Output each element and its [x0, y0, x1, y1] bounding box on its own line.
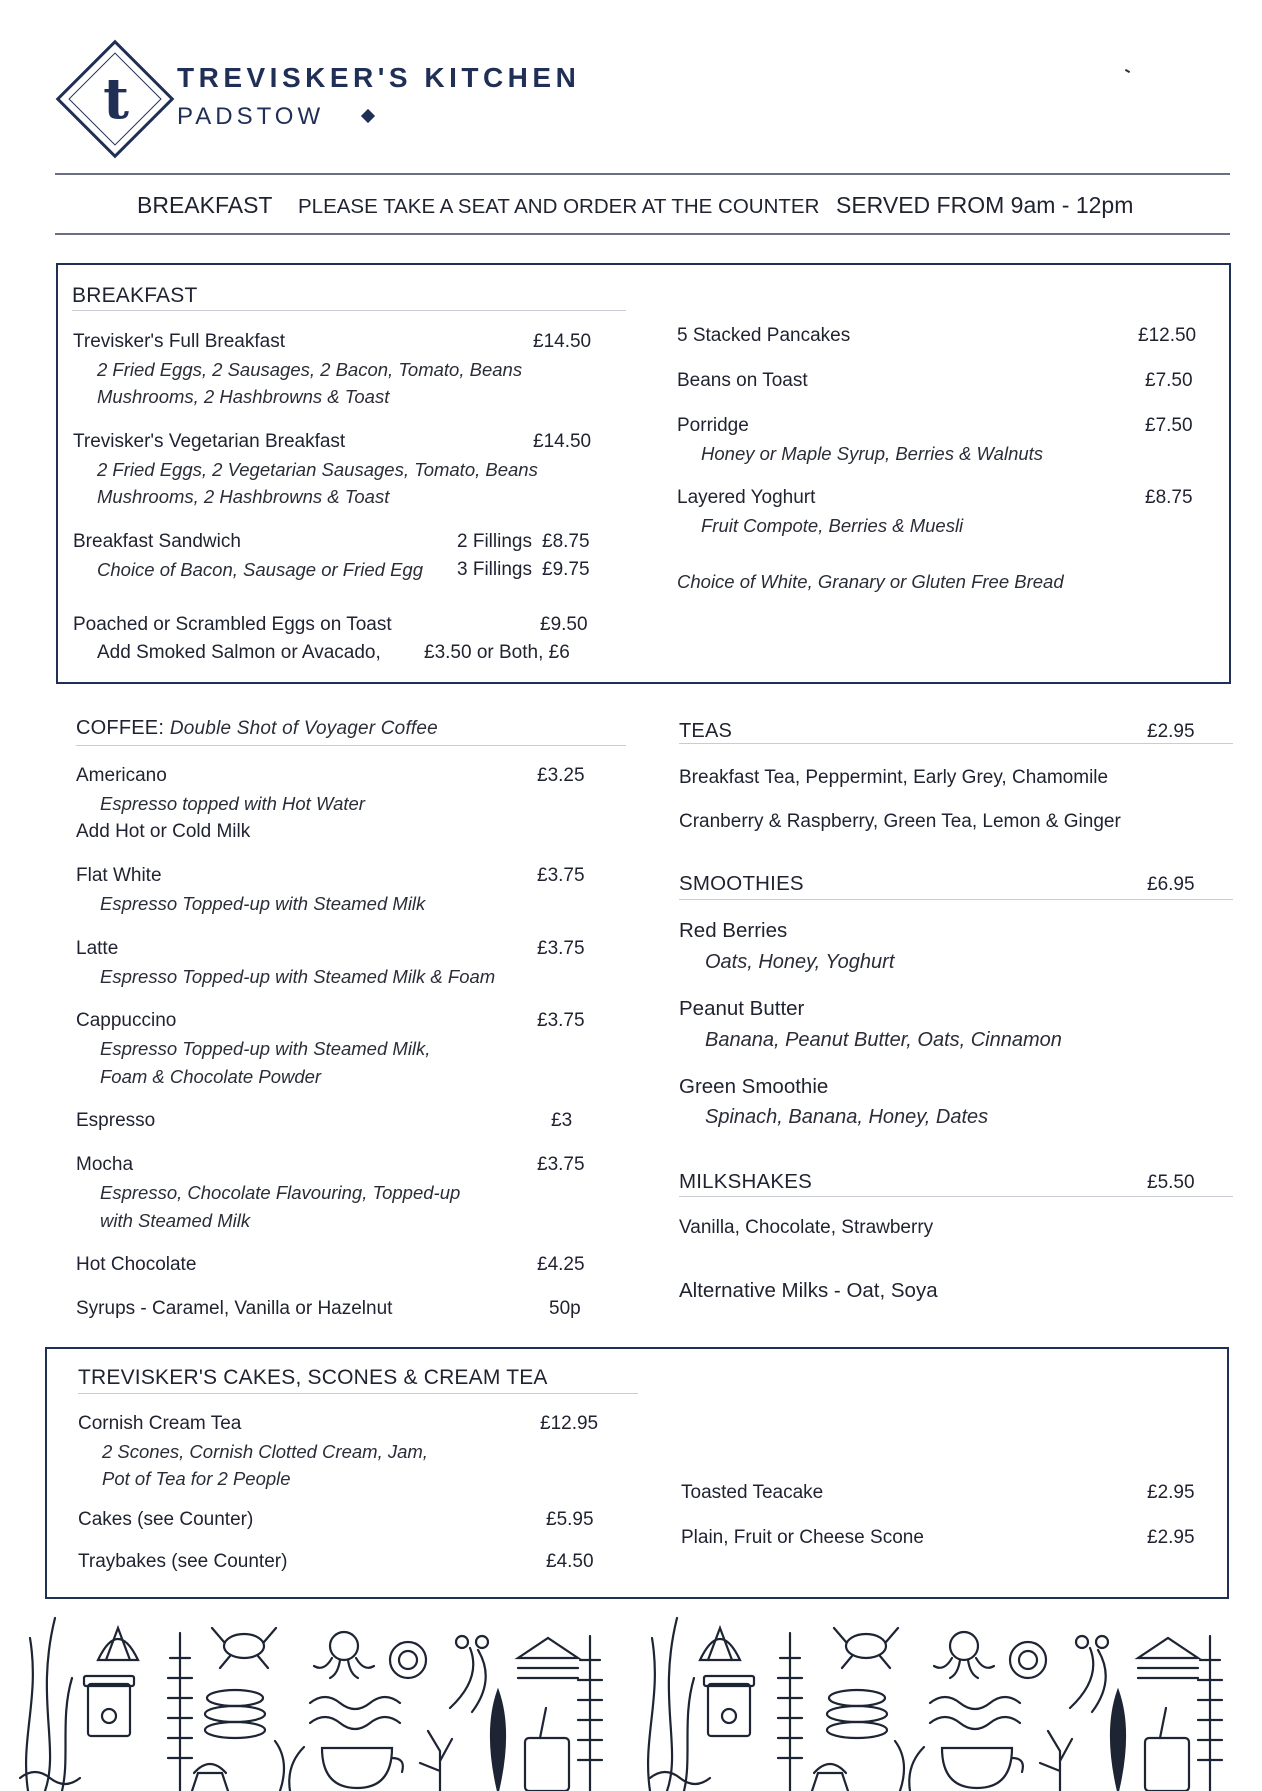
item-name: Latte: [76, 938, 119, 959]
milkshakes-price: £5.50: [1147, 1172, 1195, 1193]
alternative-milks: Alternative Milks - Oat, Soya: [679, 1279, 938, 1302]
coffee-title-rule: [76, 745, 626, 746]
item-price: £3.25: [537, 765, 585, 786]
item-desc: Espresso Topped-up with Steamed Milk & Foam: [100, 966, 496, 987]
item-name: Espresso: [76, 1110, 156, 1131]
item-name: Beans on Toast: [677, 370, 808, 391]
coffee-subtitle: Double Shot of Voyager Coffee: [169, 718, 438, 739]
item-price: £3.75: [537, 938, 585, 959]
item-addon-price: £3.50 or Both, £6: [424, 642, 570, 663]
item-price: £8.75: [1145, 487, 1193, 508]
smoothie-red-berries: Red Berries: [679, 919, 788, 942]
item-extra: Add Hot or Cold Milk: [76, 821, 251, 842]
item-price: £14.50: [533, 331, 592, 352]
item-price: £7.50: [1145, 415, 1193, 436]
item-name: Hot Chocolate: [76, 1254, 197, 1275]
option-label: 2 Fillings: [457, 531, 532, 552]
item-desc: Mushrooms, 2 Hashbrowns & Toast: [97, 386, 390, 407]
item-name: Trevisker's Vegetarian Breakfast: [73, 431, 346, 452]
bread-choice-note: Choice of White, Granary or Gluten Free Bread: [677, 571, 1064, 592]
item-desc: 2 Fried Eggs, 2 Sausages, 2 Bacon, Tomato, Beans: [97, 359, 523, 380]
diamond-icon: [361, 109, 375, 123]
item-name: 5 Stacked Pancakes: [677, 325, 851, 346]
smoothie-peanut-butter: Peanut Butter: [679, 997, 805, 1020]
banner-order-note: PLEASE TAKE A SEAT AND ORDER AT THE COUNTER: [298, 195, 820, 218]
milkshakes-title-rule: [679, 1196, 1233, 1197]
smoothie-green-desc: Spinach, Banana, Honey, Dates: [705, 1106, 989, 1128]
item-desc: Espresso Topped-up with Steamed Milk,: [100, 1038, 431, 1059]
teas-price: £2.95: [1147, 721, 1195, 742]
teas-list-1: Breakfast Tea, Peppermint, Early Grey, Chamomile: [679, 767, 1109, 788]
decorative-illustrations: [0, 1598, 1262, 1791]
shell-icon: [98, 1628, 740, 1660]
item-desc: Pot of Tea for 2 People: [102, 1468, 291, 1489]
item-price: £3.75: [537, 865, 585, 886]
item-desc: Honey or Maple Syrup, Berries & Walnuts: [701, 443, 1044, 464]
breakfast-title: BREAKFAST: [72, 284, 198, 307]
item-desc: Fruit Compote, Berries & Muesli: [701, 515, 964, 536]
town-name: PADSTOW: [177, 103, 325, 130]
smoothie-peanut-butter-desc: Banana, Peanut Butter, Oats, Cinnamon: [705, 1029, 1062, 1051]
item-price: £7.50: [1145, 370, 1193, 391]
item-price: £14.50: [533, 431, 592, 452]
item-price: £12.95: [540, 1413, 599, 1434]
option-price: £8.75: [542, 531, 590, 552]
item-price: £2.95: [1147, 1527, 1195, 1548]
item-price: £3.75: [537, 1010, 585, 1031]
item-price: £9.50: [540, 614, 588, 635]
teas-title: TEAS: [679, 720, 733, 742]
option-label: 3 Fillings: [457, 559, 532, 580]
item-desc: Espresso topped with Hot Water: [100, 793, 365, 814]
item-price: 50p: [549, 1298, 581, 1319]
item-name: Plain, Fruit or Cheese Scone: [681, 1527, 924, 1548]
smoothies-title-rule: [679, 899, 1233, 900]
item-name: Cornish Cream Tea: [78, 1413, 242, 1434]
item-desc: Choice of Bacon, Sausage or Fried Egg: [97, 559, 423, 580]
item-price: £4.50: [546, 1551, 594, 1572]
crab-icon: [212, 1628, 898, 1668]
item-name: Porridge: [677, 415, 749, 436]
item-name: Flat White: [76, 865, 162, 886]
item-desc: Mushrooms, 2 Hashbrowns & Toast: [97, 486, 390, 507]
coffee-title: [76, 717, 438, 740]
item-price: £12.50: [1138, 325, 1197, 346]
item-desc: Espresso, Chocolate Flavouring, Topped-up: [100, 1182, 461, 1203]
item-name: Breakfast Sandwich: [73, 531, 241, 552]
stray-mark: [1125, 69, 1130, 73]
item-desc: 2 Scones, Cornish Clotted Cream, Jam,: [102, 1441, 428, 1462]
drink-jar-icon: [525, 1708, 1189, 1791]
smoothie-green: Green Smoothie: [679, 1075, 829, 1098]
coffee-title-text: COFFEE:: [76, 717, 165, 739]
item-price: £4.25: [537, 1254, 585, 1275]
smoothies-title: SMOOTHIES: [679, 872, 804, 895]
coral-icon: [275, 1731, 1072, 1791]
banner-top-rule: [55, 173, 1230, 175]
cakes-title: TREVISKER'S CAKES, SCONES & CREAM TEA: [78, 1366, 548, 1389]
wave-icon: [20, 1697, 1020, 1784]
item-desc: 2 Fried Eggs, 2 Vegetarian Sausages, Tomato, Beans: [97, 459, 538, 480]
option-price: £9.75: [542, 559, 590, 580]
breakfast-title-rule: [72, 310, 626, 311]
item-price: £3.75: [537, 1154, 585, 1175]
item-addon: Add Smoked Salmon or Avacado,: [97, 642, 381, 663]
banner-breakfast: BREAKFAST: [137, 192, 273, 218]
smoothies-price: £6.95: [1147, 874, 1195, 895]
banner-serving-times: SERVED FROM 9am - 12pm: [836, 192, 1134, 218]
item-desc: Espresso Topped-up with Steamed Milk: [100, 893, 426, 914]
item-name: Cakes (see Counter): [78, 1509, 254, 1530]
milkshakes-title: MILKSHAKES: [679, 1170, 813, 1193]
item-name: Syrups - Caramel, Vanilla or Hazelnut: [76, 1298, 393, 1319]
item-name: Trevisker's Full Breakfast: [73, 331, 285, 352]
teas-title-rule: [679, 743, 1233, 744]
item-name: Mocha: [76, 1154, 134, 1175]
lobster-icon: [450, 1636, 1108, 1712]
item-desc: with Steamed Milk: [100, 1210, 251, 1231]
item-name: Traybakes (see Counter): [78, 1551, 288, 1572]
item-price: £2.95: [1147, 1482, 1195, 1503]
item-desc: Foam & Chocolate Powder: [100, 1066, 322, 1087]
milkshake-flavours: Vanilla, Chocolate, Strawberry: [679, 1217, 934, 1238]
logo-letter: t: [103, 66, 129, 132]
item-name: Poached or Scrambled Eggs on Toast: [73, 614, 392, 635]
item-name: Americano: [76, 765, 167, 786]
item-price: £3: [551, 1110, 573, 1131]
item-price: £5.95: [546, 1509, 594, 1530]
brand-name: TREVISKER'S KITCHEN: [177, 62, 581, 93]
banner-bottom-rule: [55, 233, 1230, 235]
item-name: Layered Yoghurt: [677, 487, 816, 508]
item-name: Cappuccino: [76, 1010, 177, 1031]
fern-icon: [168, 1633, 1222, 1791]
smoothie-red-berries-desc: Oats, Honey, Yoghurt: [705, 951, 895, 973]
cakes-title-rule: [78, 1393, 638, 1394]
item-name: Toasted Teacake: [681, 1482, 824, 1503]
teas-list-2: Cranberry & Raspberry, Green Tea, Lemon & Ginger: [679, 811, 1121, 832]
